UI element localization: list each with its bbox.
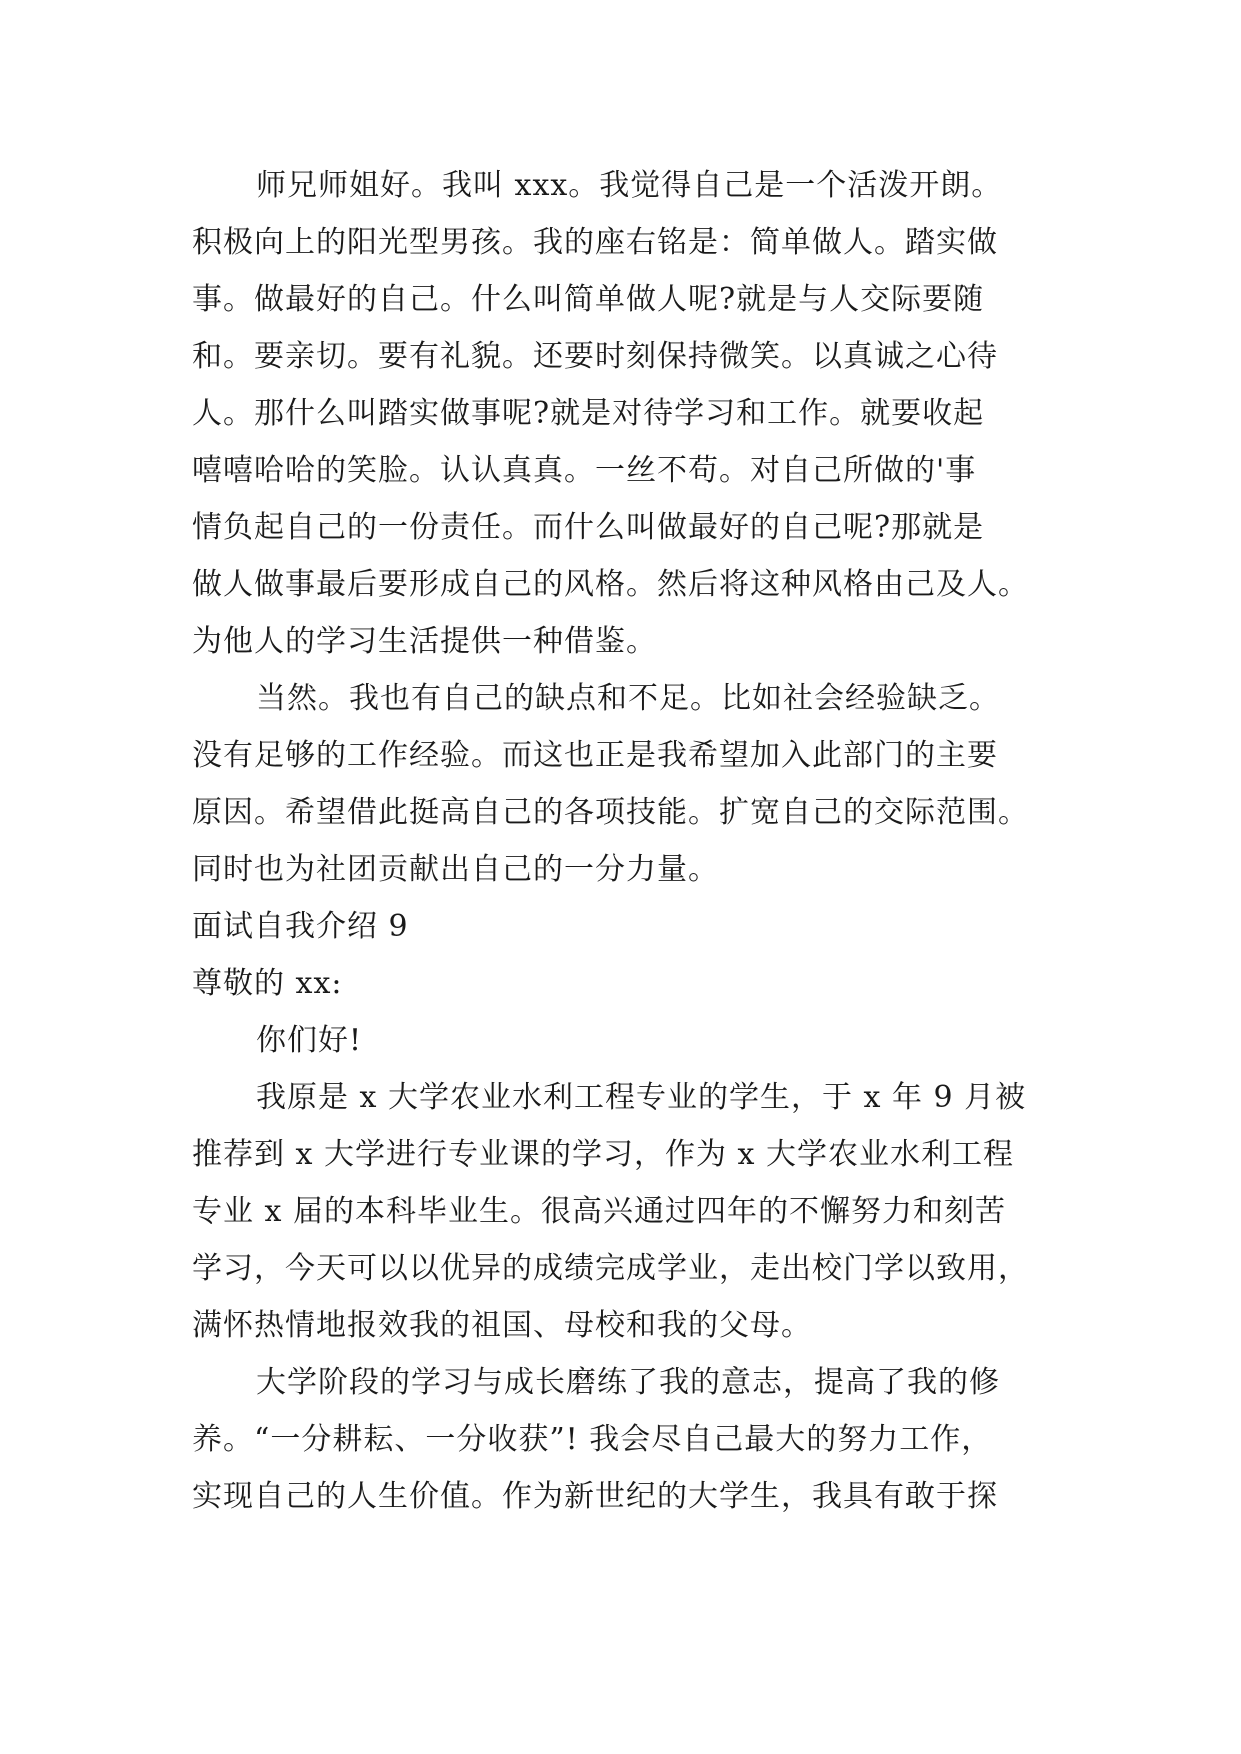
paragraph-line: 满怀热情地报效我的祖国、母校和我的父母。 — [192, 1308, 812, 1343]
paragraph-line: 人。那什么叫踏实做事呢?就是对待学习和工作。就要收起 — [192, 396, 985, 431]
paragraph-line: 大学阶段的学习与成长磨练了我的意志，提高了我的修 — [256, 1365, 1000, 1400]
section-heading: 面试自我介绍 9 — [192, 909, 409, 944]
paragraph-line: 原因。希望借此挺高自己的各项技能。扩宽自己的交际范围。 — [192, 795, 1029, 830]
paragraph-line: 师兄师姐好。我叫 xxx。我觉得自己是一个活泼开朗。 — [256, 168, 1003, 203]
paragraph-line: 学习，今天可以以优异的成绩完成学业，走出校门学以致用， — [192, 1251, 1029, 1286]
paragraph-line: 当然。我也有自己的缺点和不足。比如社会经验缺乏。 — [256, 681, 1000, 716]
paragraph-line: 积极向上的阳光型男孩。我的座右铭是：简单做人。踏实做 — [192, 225, 998, 260]
paragraph-line: 嘻嘻哈哈的笑脸。认认真真。一丝不苟。对自己所做的'事 — [192, 453, 977, 488]
paragraph-line: 实现自己的人生价值。作为新世纪的大学生，我具有敢于探 — [192, 1479, 998, 1514]
paragraph-line: 我原是 x 大学农业水利工程专业的学生，于 x 年 9 月被 — [256, 1080, 1027, 1115]
paragraph-line: 为他人的学习生活提供一种借鉴。 — [192, 624, 657, 659]
paragraph-line: 情负起自己的一份责任。而什么叫做最好的自己呢?那就是 — [192, 510, 985, 545]
salutation: 尊敬的 xx: — [192, 966, 343, 1001]
paragraph-line: 专业 x 届的本科毕业生。很高兴通过四年的不懈努力和刻苦 — [192, 1194, 1006, 1229]
paragraph-line: 和。要亲切。要有礼貌。还要时刻保持微笑。以真诚之心待 — [192, 339, 998, 374]
paragraph-line: 养。“一分耕耘、一分收获”! 我会尽自己最大的努力工作， — [192, 1422, 993, 1457]
paragraph-line: 事。做最好的自己。什么叫简单做人呢?就是与人交际要随 — [192, 282, 985, 317]
greeting: 你们好! — [256, 1023, 363, 1058]
paragraph-line: 推荐到 x 大学进行专业课的学习，作为 x 大学农业水利工程 — [192, 1137, 1014, 1172]
paragraph-line: 没有足够的工作经验。而这也正是我希望加入此部门的主要 — [192, 738, 998, 773]
paragraph-line: 做人做事最后要形成自己的风格。然后将这种风格由己及人。 — [192, 567, 1029, 602]
paragraph-line: 同时也为社团贡献出自己的一分力量。 — [192, 852, 719, 887]
